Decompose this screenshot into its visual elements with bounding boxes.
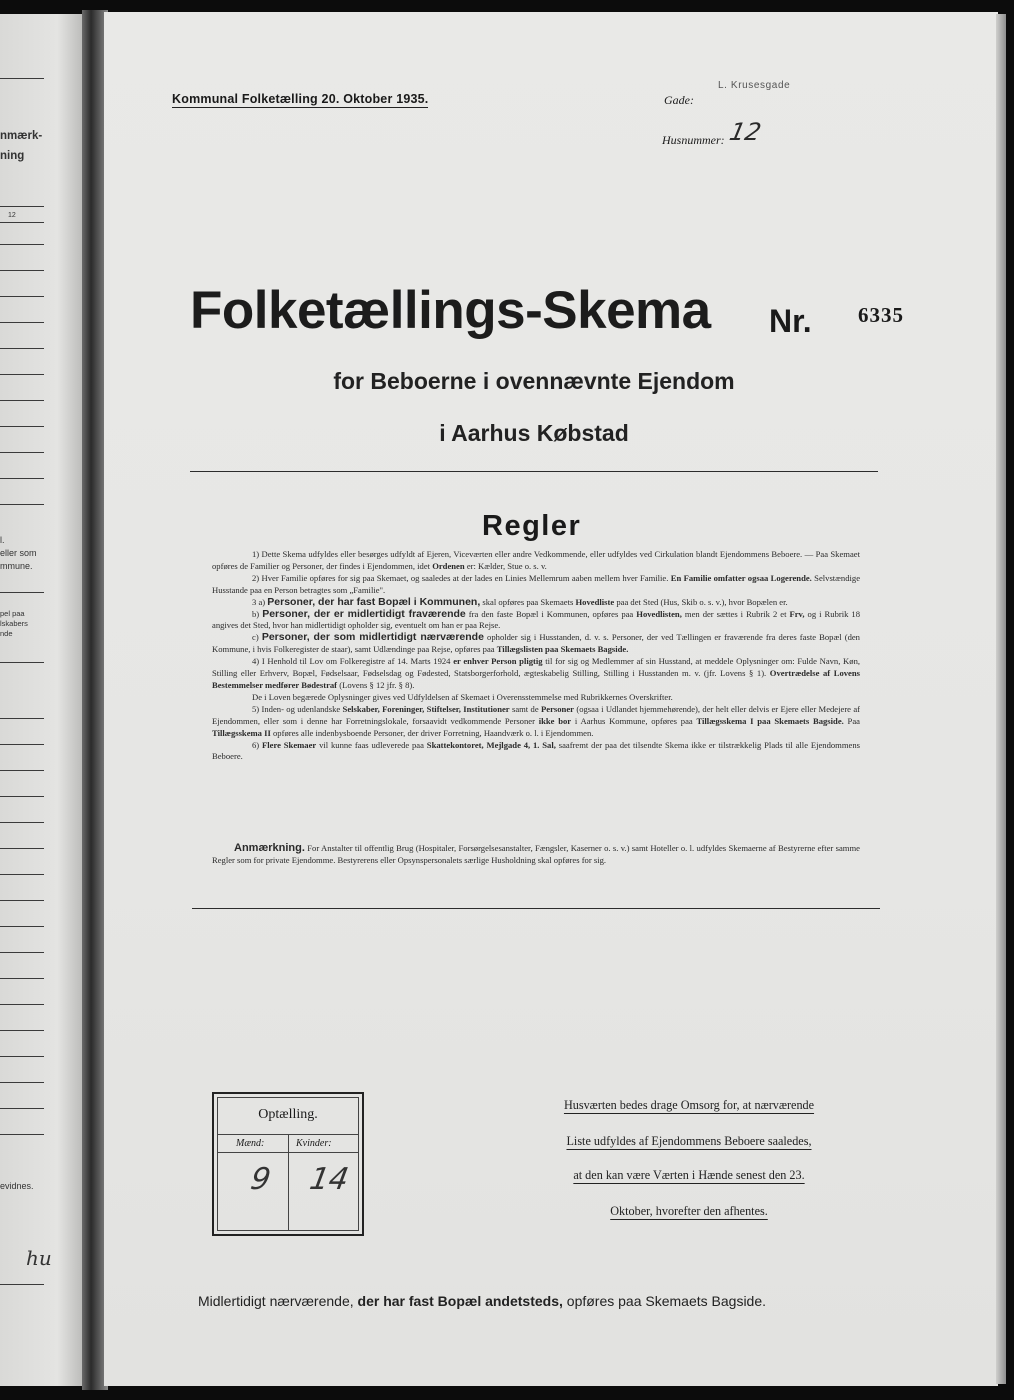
street-label: Gade:	[664, 93, 694, 107]
rule-5: 5) Inden- og udenlandske Selskaber, Foreninger, Stiftelser, Institutioner samt de Personer (ogsaa i Udlandet hjemmehørende), der helt eller delvis er Ejere eller Medejere af Ejendommen, eller som i denne har Forretningslokale, forsaavidt vedkommende Personer ikke bor i Aarhus Kommune, opføres paa Tillægsskema I paa Skemaets Bagside. Paa Tillægsskema II opføres alle indenbysboende Personer, der driver Forretning, Haandværk o. l. i Ejendommen.	[212, 703, 861, 738]
left-heading: nmærk-	[0, 130, 43, 142]
page-edge	[996, 14, 1006, 1384]
left-text: pel paa	[0, 609, 25, 618]
men-count: 9	[247, 1162, 274, 1197]
notice-line: at den kan være Værten i Hænde senest den 23.	[573, 1168, 805, 1182]
left-text: evidnes.	[0, 1181, 34, 1191]
notice-line: Liste udfyldes af Ejendommens Beboere saaledes,	[566, 1134, 812, 1148]
left-text: lskabers	[0, 619, 28, 628]
column-number: 12	[8, 212, 16, 219]
women-count: 14	[306, 1162, 352, 1197]
form-number: 6335	[858, 303, 904, 327]
house-number-label: Husnummer:	[662, 133, 725, 147]
note-paragraph	[212, 842, 860, 866]
form-subtitle: for Beboerne i ovennævnte Ejendom	[333, 368, 735, 394]
census-title: Kommunal Folketælling 20. Oktober 1935.	[172, 92, 429, 106]
rules-heading: Regler	[482, 510, 582, 542]
signature: hu	[26, 1246, 52, 1270]
rule-1: 1) Dette Skema udfyldes eller besørges udfyldt af Ejeren, Viceværten eller andre Vedkommende, eller udfyldes ved Cirkulation blandt Ejendommens Beboere. — Paa Skemaet opføres de Familier og Personer, der findes i Ejendommen, idet Ordenen er: Kælder, Stue o. s. v.	[212, 549, 860, 571]
count-title: Optælling.	[258, 1107, 318, 1122]
rule-3a: 3 a) Personer, der har fast Bopæl i Kommunen, skal opføres paa Skemaets Hovedliste paa det Sted (Hus, Skib o. s. v.), hvor Bopælen er.	[252, 595, 788, 608]
form-nr-label: Nr.	[769, 303, 812, 339]
street-value: L. Krusesgade	[718, 80, 791, 91]
rule-3b: b) Personer, der er midlertidigt fraværende fra den faste Bopæl i Kommunen, opføres paa Hovedlisten, men der sættes i Rubrik 2 et Frv, og i Rubrik 18 angives det Sted, hvor han midlertidigt opholder sig, eventuelt om han er paa Rejse.	[212, 607, 861, 631]
note-text: For Anstalter til offentlig Brug (Hospitaler, Forsørgelsesanstalter, Fængsler, Kaserner o. s. v.) samt Hoteller o. l. udfyldes Skemaerne af Bestyrerne efter samme Regler som for private Ejendomme. Bestyrerens eller Opsynspersonalets særlige Husholdning skal opføres for sig.	[212, 843, 860, 865]
rule-4: 4) I Henhold til Lov om Folkeregistre af 14. Marts 1924 er enhver Person pligtig til for sig og Medlemmer af sin Husstand, at meddele Oplysninger om: Fulde Navn, Køn, Stilling eller Erhverv, Bopæl, Fødselsaar, Fødselsdag og Fødested, Statsborgerforhold, ægteskabelig Stilling, Stilling i Husstanden m. v. (jfr. Lovens § 1). Overtrædelse af Lovens Bestemmelser medfører Bødestraf (Lovens § 12 jfr. § 8).	[212, 656, 861, 690]
divider	[0, 78, 44, 79]
form-title: Folketællings-Skema	[190, 281, 711, 340]
left-text: l.	[0, 535, 5, 545]
left-heading: ning	[0, 150, 25, 162]
house-number-value: 12	[727, 118, 764, 146]
rule-2: 2) Hver Familie opføres for sig paa Skemaet, og saaledes at der lades en Linies Mellemrum aaben mellem hver Familie. En Familie omfatter ogsaa Logerende. Selvstændige Husstande paa en Person betragtes som „Familie".	[212, 572, 861, 595]
divider	[192, 908, 880, 909]
form-subtitle-city: i Aarhus Købstad	[439, 420, 629, 446]
rule-4-note: De i Loven begærede Oplysninger gives ved Udfyldelsen af Skemaet i Overensstemmelse med Rubrikkernes Overskrifter.	[252, 691, 673, 702]
notice-line: Oktober, hvorefter den afhentes.	[610, 1204, 768, 1218]
count-box	[212, 1092, 364, 1236]
women-label: Kvinder:	[296, 1138, 332, 1149]
note-heading: Anmærkning.	[234, 842, 305, 854]
rule-3c: c) Personer, der som midlertidigt nærværende opholder sig i Husstanden, d. v. s. Personer, der ved Tællingen er fraværende fra deres faste Bopæl (den Kommune, i hvis Folkeregister de staar), samt Udlændinge paa Rejse, opføres paa Tillægslisten paa Skemaets Bagside.	[212, 631, 860, 655]
left-text: nde	[0, 629, 13, 638]
left-page-fragment	[0, 14, 82, 1386]
divider	[190, 471, 878, 472]
left-text: eller som	[0, 548, 37, 558]
notice-line: Husværten bedes drage Omsorg for, at nærværende	[563, 1098, 815, 1112]
left-text: mmune.	[0, 561, 33, 571]
footer-note: Midlertidigt nærværende, der har fast Bopæl andetsteds, opføres paa Skemaets Bagside.	[198, 1293, 767, 1309]
rule-6: 6) Flere Skemaer vil kunne faas udleverede paa Skattekontoret, Mejlgade 4, 1. Sal, saafremt der paa det tilsendte Skema ikke er tilstrækkelig Plads til alle Ejendommens Beboere.	[212, 739, 861, 762]
men-label: Mænd:	[236, 1138, 265, 1149]
rules-text	[212, 549, 860, 763]
